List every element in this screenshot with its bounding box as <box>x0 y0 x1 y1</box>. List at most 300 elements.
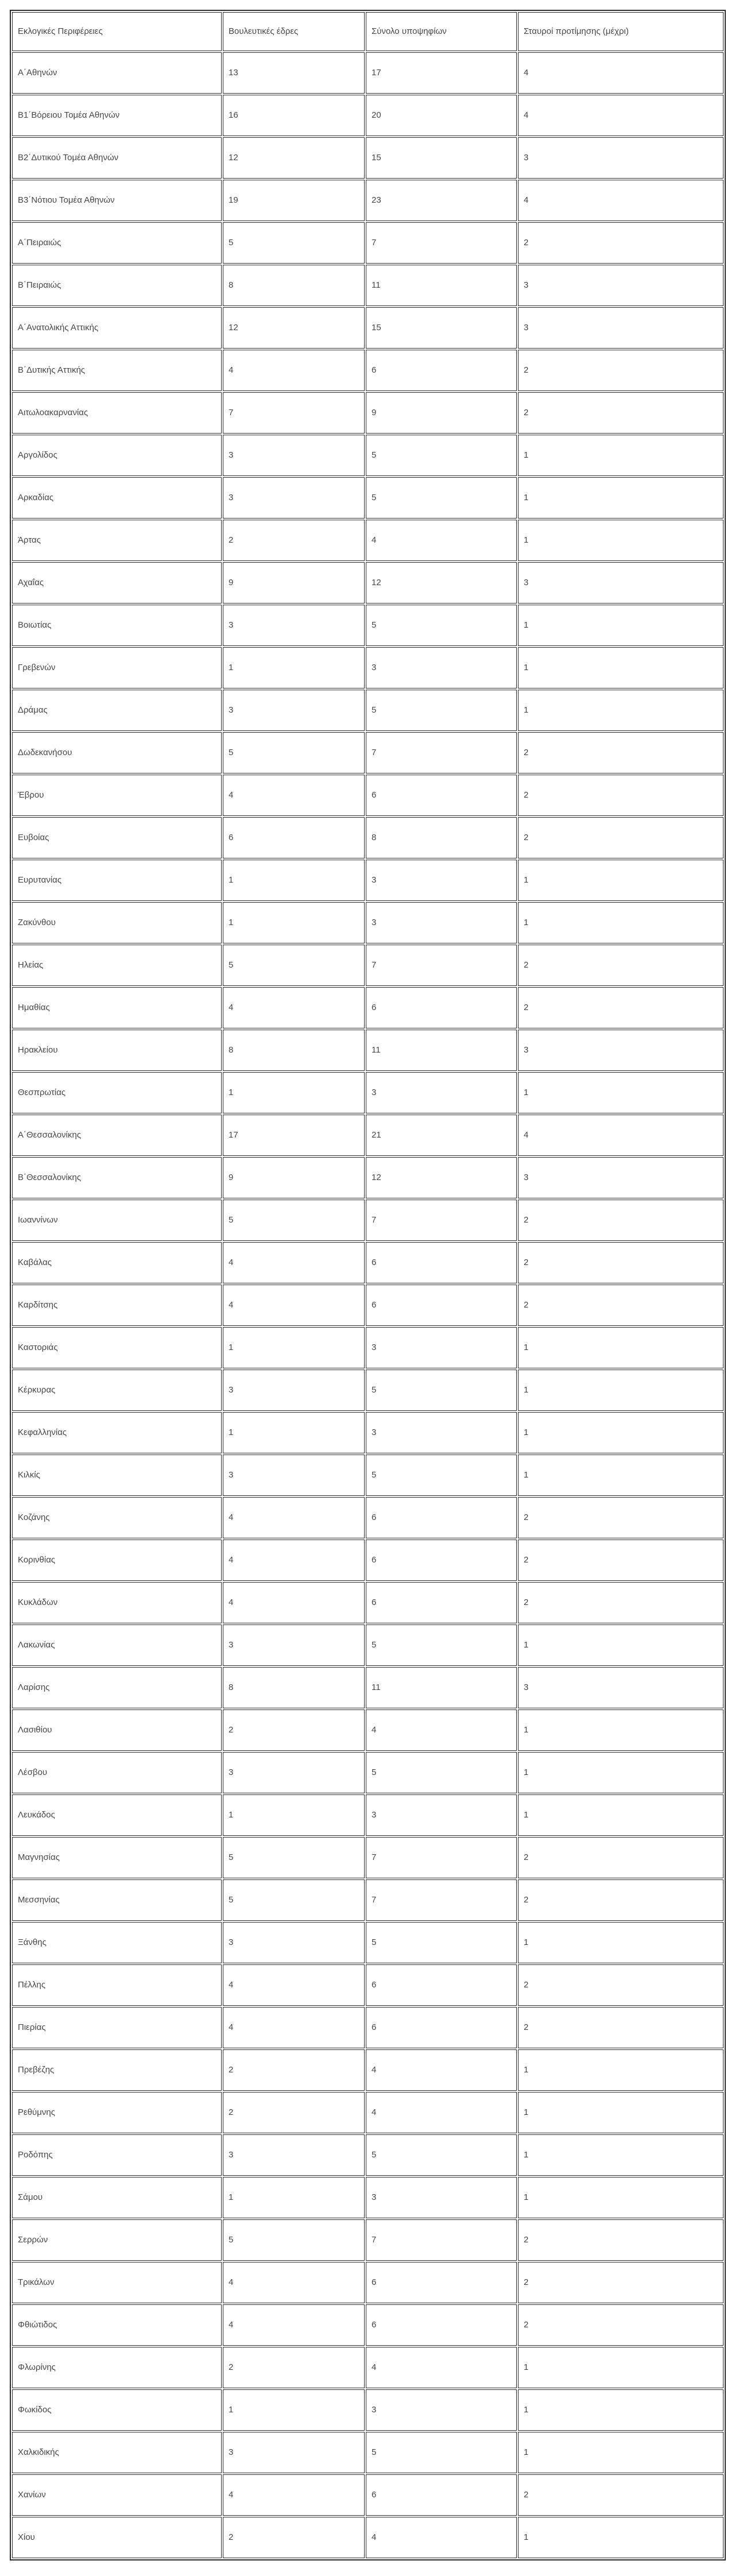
table-row <box>12 2517 724 2558</box>
column-header-preference-crosses: Σταυροί προτίμησης (μέχρι) <box>518 12 724 51</box>
cell-seats: 1 <box>223 1327 365 1368</box>
electoral-districts-table <box>10 10 726 2560</box>
cell-district: Μαγνησίας <box>12 1837 222 1878</box>
cell-candidates: 7 <box>366 945 517 986</box>
cell-seats: 4 <box>223 2474 365 2516</box>
cell-seats: 3 <box>223 435 365 476</box>
cell-district: Χανίων <box>12 2474 222 2516</box>
cell-candidates: 6 <box>366 350 517 391</box>
cell-district: Σερρών <box>12 2219 222 2261</box>
cell-candidates: 5 <box>366 477 517 519</box>
cell-crosses: 4 <box>518 95 724 136</box>
table-row <box>12 1200 724 1241</box>
cell-seats: 6 <box>223 817 365 858</box>
cell-candidates: 3 <box>366 1412 517 1453</box>
table-row <box>12 690 724 731</box>
cell-candidates: 4 <box>366 2092 517 2133</box>
table-row <box>12 1922 724 1963</box>
cell-district: Άρτας <box>12 520 222 561</box>
cell-seats: 4 <box>223 987 365 1028</box>
table-row <box>12 137 724 179</box>
table-row <box>12 2219 724 2261</box>
cell-seats: 3 <box>223 2134 365 2176</box>
cell-candidates: 3 <box>366 647 517 689</box>
table-row <box>12 1412 724 1453</box>
cell-candidates: 5 <box>366 1922 517 1963</box>
cell-candidates: 3 <box>366 1327 517 1368</box>
cell-candidates: 6 <box>366 1582 517 1623</box>
cell-district: Δωδεκανήσου <box>12 732 222 773</box>
table-row <box>12 180 724 221</box>
cell-crosses: 1 <box>518 1922 724 1963</box>
cell-candidates: 7 <box>366 732 517 773</box>
table-row <box>12 1540 724 1581</box>
cell-seats: 1 <box>223 2389 365 2431</box>
table-row <box>12 987 724 1028</box>
cell-district: Ηλείας <box>12 945 222 986</box>
cell-seats: 5 <box>223 222 365 264</box>
cell-seats: 4 <box>223 1964 365 2006</box>
cell-candidates: 7 <box>366 1200 517 1241</box>
cell-district: Φωκίδος <box>12 2389 222 2431</box>
table-row <box>12 1370 724 1411</box>
cell-crosses: 1 <box>518 2049 724 2091</box>
cell-seats: 4 <box>223 2304 365 2346</box>
table-row <box>12 1157 724 1198</box>
table-row <box>12 350 724 391</box>
cell-crosses: 2 <box>518 2007 724 2048</box>
cell-district: Κέρκυρας <box>12 1370 222 1411</box>
cell-seats: 2 <box>223 2049 365 2091</box>
cell-candidates: 11 <box>366 265 517 306</box>
cell-district: Λασιθίου <box>12 1709 222 1751</box>
cell-district: Αχαΐας <box>12 562 222 604</box>
cell-crosses: 1 <box>518 1072 724 1113</box>
cell-crosses: 2 <box>518 392 724 434</box>
table-row <box>12 1030 724 1071</box>
cell-crosses: 2 <box>518 945 724 986</box>
cell-crosses: 2 <box>518 1497 724 1538</box>
cell-candidates: 6 <box>366 987 517 1028</box>
table-row <box>12 222 724 264</box>
table-row <box>12 307 724 349</box>
cell-crosses: 2 <box>518 1285 724 1326</box>
cell-district: Β3΄Νότιου Τομέα Αθηνών <box>12 180 222 221</box>
cell-seats: 2 <box>223 520 365 561</box>
cell-crosses: 1 <box>518 1327 724 1368</box>
table-row <box>12 2389 724 2431</box>
cell-seats: 5 <box>223 1837 365 1878</box>
cell-seats: 1 <box>223 1412 365 1453</box>
cell-crosses: 2 <box>518 1242 724 1283</box>
cell-crosses: 1 <box>518 1624 724 1666</box>
cell-crosses: 2 <box>518 2219 724 2261</box>
cell-crosses: 1 <box>518 1709 724 1751</box>
cell-candidates: 6 <box>366 1964 517 2006</box>
cell-crosses: 3 <box>518 1030 724 1071</box>
cell-crosses: 1 <box>518 690 724 731</box>
cell-district: Χίου <box>12 2517 222 2558</box>
cell-district: Κεφαλληνίας <box>12 1412 222 1453</box>
table-row <box>12 477 724 519</box>
cell-candidates: 5 <box>366 435 517 476</box>
cell-district: Φλωρίνης <box>12 2347 222 2388</box>
cell-district: Λαρίσης <box>12 1667 222 1708</box>
cell-candidates: 11 <box>366 1667 517 1708</box>
cell-candidates: 6 <box>366 1242 517 1283</box>
cell-district: Β΄Πειραιώς <box>12 265 222 306</box>
table-row <box>12 1752 724 1793</box>
table-row <box>12 2304 724 2346</box>
table-row <box>12 1455 724 1496</box>
table-row <box>12 2474 724 2516</box>
cell-seats: 3 <box>223 1624 365 1666</box>
table-row <box>12 1709 724 1751</box>
cell-crosses: 1 <box>518 2134 724 2176</box>
table-row <box>12 1794 724 1836</box>
table-row <box>12 2092 724 2133</box>
cell-seats: 3 <box>223 1370 365 1411</box>
cell-seats: 2 <box>223 2517 365 2558</box>
cell-seats: 1 <box>223 1072 365 1113</box>
cell-seats: 3 <box>223 690 365 731</box>
table-row <box>12 435 724 476</box>
cell-district: Καρδίτσης <box>12 1285 222 1326</box>
cell-district: Β1΄Βόρειου Τομέα Αθηνών <box>12 95 222 136</box>
cell-candidates: 23 <box>366 180 517 221</box>
cell-district: Καβάλας <box>12 1242 222 1283</box>
cell-district: Ροδόπης <box>12 2134 222 2176</box>
cell-crosses: 2 <box>518 775 724 816</box>
cell-crosses: 1 <box>518 605 724 646</box>
cell-crosses: 3 <box>518 265 724 306</box>
cell-district: Πέλλης <box>12 1964 222 2006</box>
cell-candidates: 7 <box>366 1837 517 1878</box>
cell-district: Ιωαννίνων <box>12 1200 222 1241</box>
cell-crosses: 3 <box>518 1667 724 1708</box>
cell-seats: 4 <box>223 1285 365 1326</box>
cell-candidates: 6 <box>366 2007 517 2048</box>
cell-candidates: 4 <box>366 2347 517 2388</box>
cell-candidates: 5 <box>366 690 517 731</box>
column-header-districts: Εκλογικές Περιφέρειες <box>12 12 222 51</box>
cell-seats: 4 <box>223 2262 365 2303</box>
cell-seats: 2 <box>223 1709 365 1751</box>
cell-seats: 12 <box>223 307 365 349</box>
cell-candidates: 5 <box>366 1455 517 1496</box>
cell-seats: 8 <box>223 1667 365 1708</box>
cell-seats: 8 <box>223 265 365 306</box>
cell-seats: 7 <box>223 392 365 434</box>
table-row <box>12 2432 724 2473</box>
cell-candidates: 5 <box>366 1370 517 1411</box>
cell-candidates: 17 <box>366 52 517 94</box>
cell-district: Αρκαδίας <box>12 477 222 519</box>
cell-crosses: 3 <box>518 1157 724 1198</box>
table-row <box>12 1879 724 1921</box>
cell-candidates: 7 <box>366 1879 517 1921</box>
column-header-seats: Βουλευτικές έδρες <box>223 12 365 51</box>
cell-candidates: 3 <box>366 860 517 901</box>
cell-seats: 5 <box>223 732 365 773</box>
cell-district: Β2΄Δυτικού Τομέα Αθηνών <box>12 137 222 179</box>
cell-candidates: 3 <box>366 902 517 943</box>
cell-crosses: 2 <box>518 1879 724 1921</box>
cell-candidates: 4 <box>366 2049 517 2091</box>
cell-crosses: 2 <box>518 2262 724 2303</box>
cell-crosses: 2 <box>518 222 724 264</box>
cell-crosses: 1 <box>518 1794 724 1836</box>
cell-seats: 3 <box>223 477 365 519</box>
cell-district: Λευκάδος <box>12 1794 222 1836</box>
cell-seats: 9 <box>223 1157 365 1198</box>
cell-candidates: 8 <box>366 817 517 858</box>
cell-seats: 3 <box>223 1455 365 1496</box>
cell-crosses: 1 <box>518 1455 724 1496</box>
table-row <box>12 1964 724 2006</box>
cell-candidates: 4 <box>366 2517 517 2558</box>
cell-seats: 8 <box>223 1030 365 1071</box>
cell-candidates: 3 <box>366 1072 517 1113</box>
cell-candidates: 5 <box>366 2134 517 2176</box>
cell-district: Ρεθύμνης <box>12 2092 222 2133</box>
cell-seats: 2 <box>223 2092 365 2133</box>
table-row <box>12 902 724 943</box>
cell-candidates: 5 <box>366 605 517 646</box>
cell-seats: 3 <box>223 605 365 646</box>
cell-candidates: 5 <box>366 1752 517 1793</box>
table-row <box>12 2049 724 2091</box>
table-row <box>12 1327 724 1368</box>
cell-district: Γρεβενών <box>12 647 222 689</box>
cell-crosses: 4 <box>518 1115 724 1156</box>
cell-district: Α΄Θεσσαλονίκης <box>12 1115 222 1156</box>
cell-district: Ηρακλείου <box>12 1030 222 1071</box>
table-row <box>12 520 724 561</box>
cell-candidates: 11 <box>366 1030 517 1071</box>
cell-district: Α΄Ανατολικής Αττικής <box>12 307 222 349</box>
cell-district: Ευρυτανίας <box>12 860 222 901</box>
cell-crosses: 2 <box>518 350 724 391</box>
cell-candidates: 4 <box>366 520 517 561</box>
cell-district: Πρεβέζης <box>12 2049 222 2091</box>
cell-crosses: 2 <box>518 2304 724 2346</box>
table-row <box>12 817 724 858</box>
table-row <box>12 1285 724 1326</box>
cell-seats: 4 <box>223 1242 365 1283</box>
cell-district: Τρικάλων <box>12 2262 222 2303</box>
column-header-candidates: Σύνολο υποψηφίων <box>366 12 517 51</box>
table-row <box>12 732 724 773</box>
cell-crosses: 1 <box>518 860 724 901</box>
cell-candidates: 6 <box>366 2304 517 2346</box>
cell-seats: 5 <box>223 1879 365 1921</box>
cell-district: Χαλκιδικής <box>12 2432 222 2473</box>
cell-candidates: 20 <box>366 95 517 136</box>
cell-district: Α΄Πειραιώς <box>12 222 222 264</box>
table-row <box>12 1624 724 1666</box>
cell-candidates: 7 <box>366 222 517 264</box>
cell-crosses: 1 <box>518 2517 724 2558</box>
cell-seats: 1 <box>223 2177 365 2218</box>
cell-district: Θεσπρωτίας <box>12 1072 222 1113</box>
cell-district: Ευβοίας <box>12 817 222 858</box>
cell-candidates: 3 <box>366 1794 517 1836</box>
table-row <box>12 1115 724 1156</box>
cell-seats: 16 <box>223 95 365 136</box>
table-row <box>12 860 724 901</box>
cell-seats: 12 <box>223 137 365 179</box>
table-row <box>12 2134 724 2176</box>
cell-seats: 19 <box>223 180 365 221</box>
cell-crosses: 1 <box>518 2092 724 2133</box>
cell-seats: 17 <box>223 1115 365 1156</box>
cell-candidates: 6 <box>366 1497 517 1538</box>
table-row <box>12 1667 724 1708</box>
cell-crosses: 1 <box>518 647 724 689</box>
table-row <box>12 2177 724 2218</box>
cell-district: Ημαθίας <box>12 987 222 1028</box>
table-row <box>12 945 724 986</box>
cell-district: Δράμας <box>12 690 222 731</box>
cell-district: Μεσσηνίας <box>12 1879 222 1921</box>
cell-seats: 5 <box>223 945 365 986</box>
table-body <box>12 52 724 2558</box>
cell-seats: 4 <box>223 1582 365 1623</box>
cell-district: Καστοριάς <box>12 1327 222 1368</box>
cell-candidates: 3 <box>366 2389 517 2431</box>
table-row <box>12 2262 724 2303</box>
header-row <box>12 12 724 51</box>
cell-district: Ξάνθης <box>12 1922 222 1963</box>
cell-candidates: 6 <box>366 1540 517 1581</box>
cell-crosses: 2 <box>518 732 724 773</box>
cell-crosses: 4 <box>518 52 724 94</box>
cell-seats: 3 <box>223 1922 365 1963</box>
cell-seats: 4 <box>223 775 365 816</box>
cell-crosses: 2 <box>518 1200 724 1241</box>
cell-candidates: 6 <box>366 775 517 816</box>
cell-district: Β΄Δυτικής Αττικής <box>12 350 222 391</box>
cell-crosses: 2 <box>518 817 724 858</box>
cell-crosses: 2 <box>518 2474 724 2516</box>
cell-crosses: 2 <box>518 987 724 1028</box>
table-row <box>12 52 724 94</box>
cell-candidates: 21 <box>366 1115 517 1156</box>
table-row <box>12 647 724 689</box>
cell-crosses: 1 <box>518 2432 724 2473</box>
cell-seats: 13 <box>223 52 365 94</box>
cell-candidates: 15 <box>366 137 517 179</box>
cell-seats: 1 <box>223 860 365 901</box>
cell-crosses: 1 <box>518 1752 724 1793</box>
cell-candidates: 4 <box>366 1709 517 1751</box>
cell-crosses: 1 <box>518 1370 724 1411</box>
cell-seats: 1 <box>223 647 365 689</box>
cell-seats: 5 <box>223 2219 365 2261</box>
table-row <box>12 605 724 646</box>
cell-seats: 5 <box>223 1200 365 1241</box>
cell-district: Α΄Αθηνών <box>12 52 222 94</box>
cell-crosses: 1 <box>518 477 724 519</box>
table-row <box>12 265 724 306</box>
cell-district: Σάμου <box>12 2177 222 2218</box>
table-row <box>12 1242 724 1283</box>
table-header <box>12 12 724 51</box>
cell-district: Λακωνίας <box>12 1624 222 1666</box>
cell-crosses: 2 <box>518 1964 724 2006</box>
table-row <box>12 1072 724 1113</box>
cell-crosses: 1 <box>518 1412 724 1453</box>
cell-candidates: 12 <box>366 1157 517 1198</box>
cell-seats: 4 <box>223 350 365 391</box>
table-row <box>12 2007 724 2048</box>
cell-candidates: 15 <box>366 307 517 349</box>
cell-candidates: 5 <box>366 2432 517 2473</box>
table-row <box>12 392 724 434</box>
table-row <box>12 2347 724 2388</box>
cell-seats: 4 <box>223 2007 365 2048</box>
cell-district: Φθιώτιδος <box>12 2304 222 2346</box>
cell-crosses: 1 <box>518 2177 724 2218</box>
cell-crosses: 3 <box>518 137 724 179</box>
table-row <box>12 775 724 816</box>
cell-district: Αιτωλοακαρνανίας <box>12 392 222 434</box>
cell-district: Κυκλάδων <box>12 1582 222 1623</box>
cell-candidates: 6 <box>366 2262 517 2303</box>
cell-crosses: 1 <box>518 902 724 943</box>
table-row <box>12 562 724 604</box>
cell-crosses: 3 <box>518 562 724 604</box>
cell-candidates: 9 <box>366 392 517 434</box>
cell-seats: 1 <box>223 902 365 943</box>
cell-seats: 9 <box>223 562 365 604</box>
cell-district: Κοζάνης <box>12 1497 222 1538</box>
cell-crosses: 1 <box>518 2347 724 2388</box>
cell-district: Αργολίδος <box>12 435 222 476</box>
cell-district: Λέσβου <box>12 1752 222 1793</box>
cell-candidates: 7 <box>366 2219 517 2261</box>
table-row <box>12 95 724 136</box>
cell-seats: 1 <box>223 1794 365 1836</box>
cell-district: Βοιωτίας <box>12 605 222 646</box>
cell-crosses: 4 <box>518 180 724 221</box>
table-row <box>12 1582 724 1623</box>
cell-crosses: 1 <box>518 520 724 561</box>
cell-crosses: 1 <box>518 435 724 476</box>
cell-crosses: 1 <box>518 2389 724 2431</box>
cell-district: Ζακύνθου <box>12 902 222 943</box>
cell-district: Β΄Θεσσαλονίκης <box>12 1157 222 1198</box>
cell-candidates: 3 <box>366 2177 517 2218</box>
cell-district: Κορινθίας <box>12 1540 222 1581</box>
cell-crosses: 3 <box>518 307 724 349</box>
cell-seats: 4 <box>223 1497 365 1538</box>
table-row <box>12 1497 724 1538</box>
cell-district: Έβρου <box>12 775 222 816</box>
cell-seats: 3 <box>223 1752 365 1793</box>
cell-candidates: 6 <box>366 1285 517 1326</box>
cell-seats: 4 <box>223 1540 365 1581</box>
cell-candidates: 5 <box>366 1624 517 1666</box>
cell-seats: 3 <box>223 2432 365 2473</box>
cell-candidates: 12 <box>366 562 517 604</box>
cell-seats: 2 <box>223 2347 365 2388</box>
table-row <box>12 1837 724 1878</box>
cell-crosses: 2 <box>518 1837 724 1878</box>
cell-crosses: 2 <box>518 1540 724 1581</box>
cell-district: Πιερίας <box>12 2007 222 2048</box>
